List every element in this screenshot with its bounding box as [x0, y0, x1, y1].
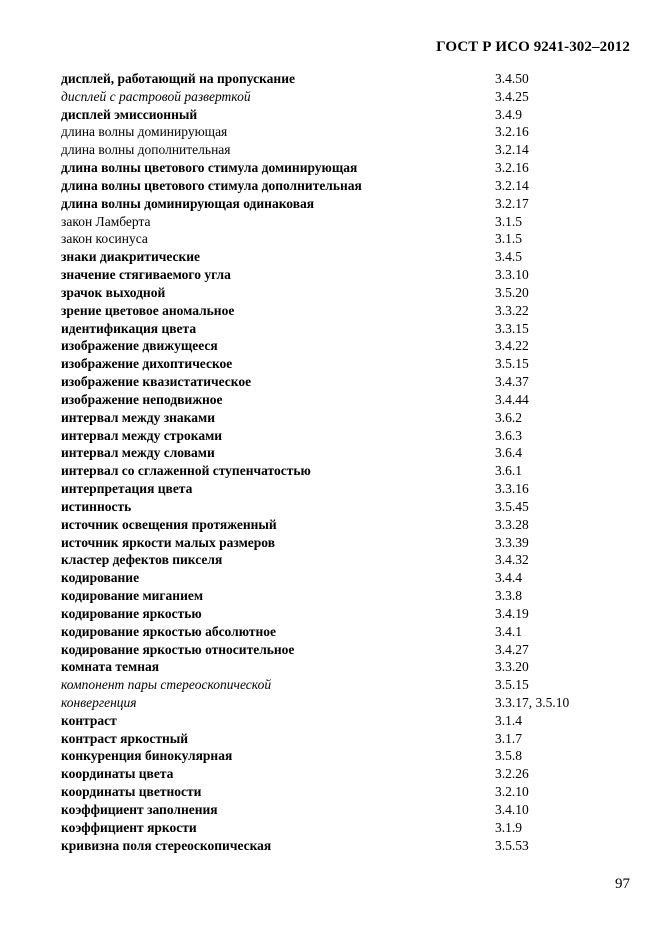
index-entry [61, 587, 621, 605]
index-entry-term: длина волны цветового стимула дополнительная [61, 177, 362, 193]
index-entry [61, 248, 621, 266]
index-entry [61, 641, 621, 659]
index-entry-term: координаты цвета [61, 766, 174, 782]
index-entry-term: источник яркости малых размеров [61, 534, 275, 550]
index-entry-term: коэффициент яркости [61, 819, 197, 835]
index-entry-reference: 3.4.37 [495, 374, 529, 390]
index-entry-term: источник освещения протяженный [61, 516, 277, 532]
index-entry-reference: 3.4.1 [495, 623, 522, 639]
index-entry-reference: 3.3.10 [495, 267, 529, 283]
index-entry-reference: 3.5.20 [495, 284, 529, 300]
index-entry [61, 801, 621, 819]
index-entry-term: конвергенция [61, 694, 137, 710]
index-entry-reference: 3.2.16 [495, 124, 529, 140]
index-entry [61, 123, 621, 141]
index-entry-reference: 3.2.26 [495, 766, 529, 782]
index-entry [61, 106, 621, 124]
index-entry [61, 694, 621, 712]
index-entry-term: координаты цветности [61, 784, 202, 800]
index-entry-term: интервал между строками [61, 427, 223, 443]
index-entry [61, 213, 621, 231]
index-entry-reference: 3.2.16 [495, 160, 529, 176]
index-entry [61, 195, 621, 213]
index-entry [61, 462, 621, 480]
index-entry-term: изображение квазистатическое [61, 374, 252, 390]
document-header: ГОСТ Р ИСО 9241-302–2012 [436, 39, 630, 55]
index-entry [61, 569, 621, 587]
index-entry-reference: 3.3.20 [495, 659, 529, 675]
index-entry [61, 88, 621, 106]
index-entry [61, 712, 621, 730]
index-entry-term: знаки диакритические [61, 249, 201, 265]
index-entry-reference: 3.5.8 [495, 748, 522, 764]
index-entry-reference: 3.3.17, 3.5.10 [495, 694, 570, 710]
page-number: 97 [615, 876, 630, 892]
index-entry-reference: 3.6.2 [495, 409, 522, 425]
index-entry [61, 498, 621, 516]
index-entry-term: кодирование яркостью относительное [61, 641, 295, 657]
index-entry-reference: 3.3.22 [495, 302, 529, 318]
index-entry-reference: 3.5.45 [495, 498, 529, 514]
index-entry [61, 230, 621, 248]
index-entry-term: зрение цветовое аномальное [61, 302, 235, 318]
index-entry [61, 373, 621, 391]
index-entry-term: кривизна поля стереоскопическая [61, 837, 272, 853]
index-entry-reference: 3.6.1 [495, 463, 522, 479]
index-entry [61, 159, 621, 177]
index-entry-term: интервал со сглаженной ступенчатостью [61, 463, 311, 479]
index-entry-term: контраст яркостный [61, 730, 189, 746]
index-entry [61, 747, 621, 765]
index-entry-reference: 3.2.10 [495, 784, 529, 800]
index-entry [61, 444, 621, 462]
index-entry-reference: 3.3.39 [495, 534, 529, 550]
index-entry [61, 819, 621, 837]
index-entry-reference: 3.4.19 [495, 605, 529, 621]
index-entry [61, 337, 621, 355]
index-entry-term: конкуренция бинокулярная [61, 748, 233, 764]
index-entry-reference: 3.4.10 [495, 801, 529, 817]
index-entry-reference: 3.4.22 [495, 338, 529, 354]
index-entry-reference: 3.4.25 [495, 88, 529, 104]
index-entry-term: интерпретация цвета [61, 481, 193, 497]
index-entry-reference: 3.4.44 [495, 391, 529, 407]
index-entry [61, 480, 621, 498]
index-entry [61, 516, 621, 534]
index-entry-reference: 3.5.53 [495, 837, 529, 853]
index-entry-reference: 3.1.5 [495, 213, 522, 229]
index-entry-reference: 3.5.15 [495, 356, 529, 372]
index-entry-reference: 3.5.15 [495, 677, 529, 693]
index-entry-term: кодирование яркостью [61, 605, 202, 621]
index-entry-term: кодирование миганием [61, 588, 204, 604]
index-entry-term: закон Ламберта [61, 213, 151, 229]
index-entry-term: изображение движущееся [61, 338, 218, 354]
index-entry [61, 141, 621, 159]
index-entry-reference: 3.1.4 [495, 712, 522, 728]
index-entry-reference: 3.1.7 [495, 730, 522, 746]
index-entry-term: значение стягиваемого угла [61, 267, 231, 283]
index-entry-term: длина волны доминирующая [61, 124, 228, 140]
index-entry-term: интервал между знаками [61, 409, 215, 425]
index-entry-term: истинность [61, 498, 132, 514]
index-entry-reference: 3.4.5 [495, 249, 522, 265]
index-entry-term: изображение неподвижное [61, 391, 223, 407]
index-entry-reference: 3.6.3 [495, 427, 522, 443]
index-entry-term: интервал между словами [61, 445, 215, 461]
index-entry-term: длина волны дополнительная [61, 142, 231, 158]
index-entry-term: кластер дефектов пикселя [61, 552, 223, 568]
index-entry-reference: 3.4.4 [495, 570, 522, 586]
index-entry-term: кодирование [61, 570, 140, 586]
index-entry [61, 427, 621, 445]
index-entry [61, 391, 621, 409]
index-entries-list [61, 70, 621, 854]
index-entry-term: коэффициент заполнения [61, 801, 218, 817]
index-entry [61, 783, 621, 801]
index-entry-reference: 3.1.5 [495, 231, 522, 247]
index-entry [61, 284, 621, 302]
index-entry-term: дисплей эмиссионный [61, 106, 198, 122]
index-entry-term: длина волны доминирующая одинаковая [61, 195, 315, 211]
index-entry [61, 409, 621, 427]
index-entry-reference: 3.6.4 [495, 445, 522, 461]
index-entry-reference: 3.3.28 [495, 516, 529, 532]
index-entry-term: зрачок выходной [61, 284, 166, 300]
index-entry [61, 605, 621, 623]
index-entry [61, 355, 621, 373]
index-entry [61, 302, 621, 320]
index-entry-reference: 3.2.14 [495, 177, 529, 193]
index-entry-term: дисплей, работающий на пропускание [61, 71, 295, 86]
index-entry [61, 266, 621, 284]
index-entry-reference: 3.3.8 [495, 588, 522, 604]
index-entry-reference: 3.3.16 [495, 481, 529, 497]
index-entry [61, 837, 621, 855]
index-entry-reference: 3.3.15 [495, 320, 529, 336]
index-entry [61, 70, 621, 88]
index-entry-term: идентификация цвета [61, 320, 197, 336]
index-entry [61, 765, 621, 783]
index-entry-reference: 3.1.9 [495, 819, 522, 835]
index-entry [61, 177, 621, 195]
index-entry-reference: 3.2.17 [495, 195, 529, 211]
index-entry [61, 623, 621, 641]
index-entry [61, 676, 621, 694]
index-entry-reference: 3.4.50 [495, 71, 529, 86]
index-entry [61, 658, 621, 676]
index-entry [61, 320, 621, 338]
index-entry-reference: 3.4.27 [495, 641, 529, 657]
index-entry-term: компонент пары стереоскопической [61, 677, 272, 693]
index-entry-term: закон косинуса [61, 231, 148, 247]
index-entry-reference: 3.4.32 [495, 552, 529, 568]
index-entry-reference: 3.4.9 [495, 106, 522, 122]
index-entry [61, 730, 621, 748]
index-entry-term: комната темная [61, 659, 160, 675]
index-entry [61, 534, 621, 552]
index-entry-term: дисплей с растровой разверткой [61, 88, 251, 104]
index-entry-term: кодирование яркостью абсолютное [61, 623, 276, 639]
index-entry [61, 551, 621, 569]
index-entry-term: изображение дихоптическое [61, 356, 233, 372]
index-entry-reference: 3.2.14 [495, 142, 529, 158]
index-entry-term: контраст [61, 712, 117, 728]
index-entry-term: длина волны цветового стимула доминирующая [61, 160, 358, 176]
